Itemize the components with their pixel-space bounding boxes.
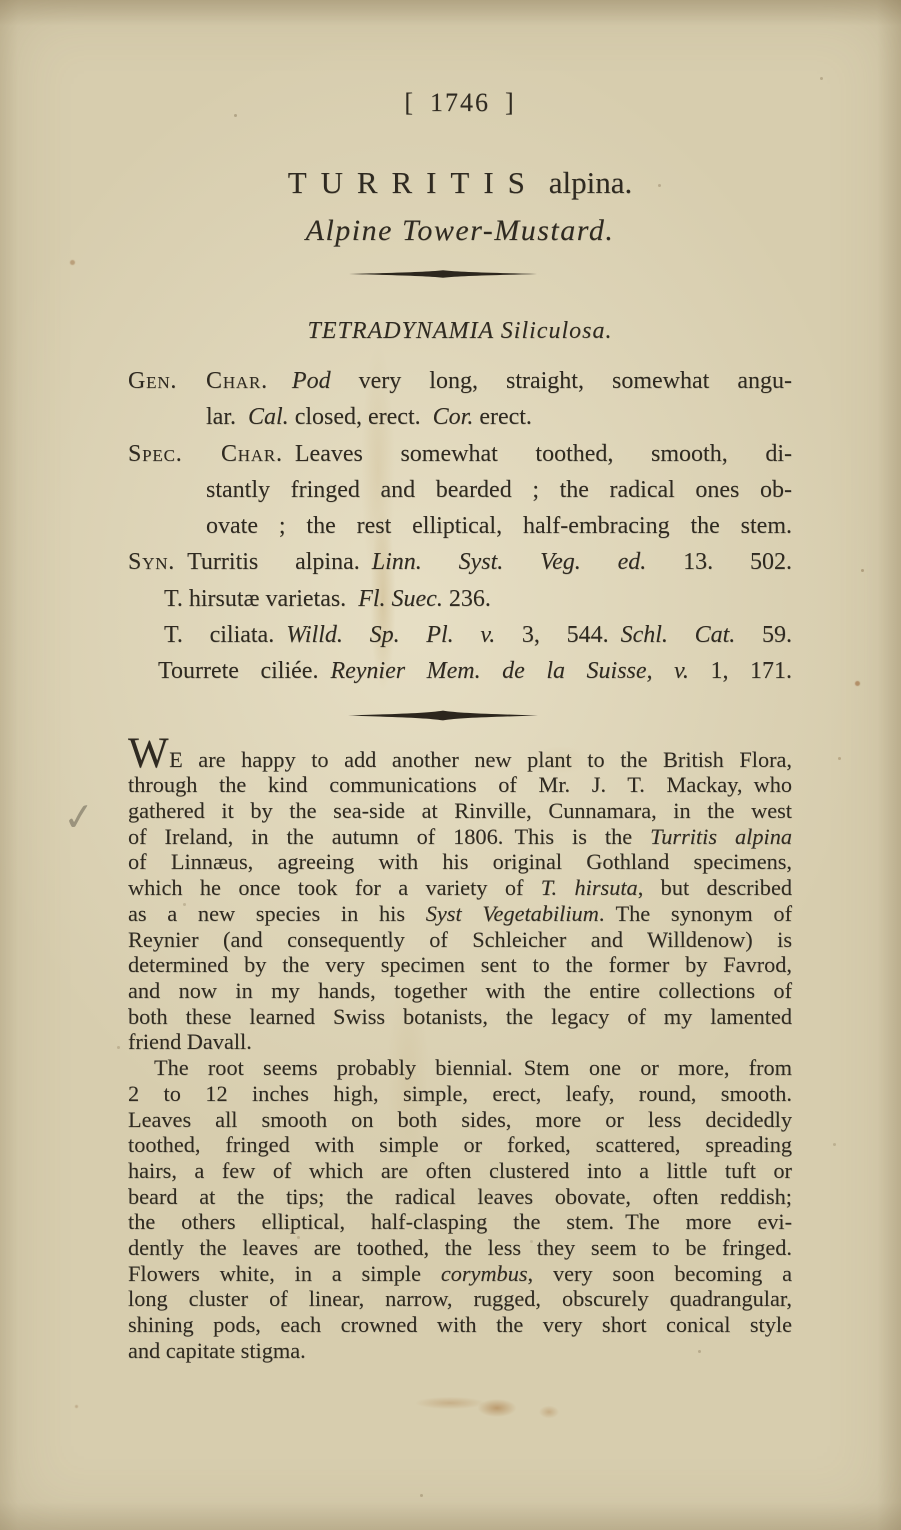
- text-line: [128, 1235, 792, 1261]
- swelled-rule-bottom: [111, 709, 775, 723]
- text-segment: Willd. Sp. Pl. v.: [286, 622, 496, 649]
- text-segment: Reynier Mem. de la Suisse, v.: [330, 658, 689, 685]
- text-line: [128, 1107, 792, 1133]
- pencil-checkmark: ✓: [60, 793, 98, 841]
- species-epithet: alpina.: [548, 165, 633, 200]
- text-segment: Turritis alpina: [650, 823, 792, 849]
- text-segment: toothed, fringed with simple or forked, scattered, spreading: [128, 1132, 792, 1158]
- text-line: [128, 978, 792, 1004]
- text-segment: and now in my hands, together with the entire collections of: [128, 978, 792, 1003]
- species-title: [128, 165, 792, 201]
- common-name: Alpine Tower-Mustard.: [305, 214, 615, 247]
- text-line: [128, 798, 792, 824]
- text-segment: [268, 368, 292, 394]
- text-line: [128, 1261, 792, 1287]
- text-segment: Spec. Char.: [128, 440, 283, 467]
- text-line: [128, 1081, 792, 1107]
- text-segment: T. hirsuta: [540, 875, 638, 901]
- text-segment: Cor.: [432, 404, 474, 431]
- text-line: [128, 824, 792, 850]
- text-segment: gathered it by the sea-side at Rinville, Cunnamara, in the west: [128, 798, 792, 824]
- text-segment: Leaves somewhat toothed, smooth, di-: [282, 440, 793, 467]
- text-segment: of Linnæus, agreeing with his original Gothland specimens,: [128, 849, 792, 875]
- text-segment: T. ciliata.: [164, 622, 287, 649]
- text-segment: W: [128, 729, 170, 777]
- text-segment: Syst Vegetabilium: [425, 900, 599, 926]
- text-segment: and capitate stigma.: [128, 1337, 306, 1363]
- text-line: [128, 472, 792, 508]
- text-segment: Schl. Cat.: [620, 622, 736, 649]
- characters-section: [128, 363, 792, 690]
- text-segment: Turritis alpina.: [175, 549, 372, 576]
- text-segment: determined by the very specimen sent to the former by Favrod,: [128, 952, 792, 978]
- taxonomy-class: TETRADYNAMIA Siliculosa.: [307, 318, 613, 344]
- swelled-rule-icon: [348, 269, 538, 279]
- text-segment: Cal.: [248, 404, 289, 431]
- text-segment: Leaves all smooth on both sides, more or less decidedly: [128, 1106, 792, 1132]
- text-line: [128, 875, 792, 901]
- text-segment: E are happy to add another new plant to the British Flora,: [169, 746, 792, 772]
- text-segment: through the kind communications of Mr. J. T. Mackay, who: [128, 772, 792, 798]
- text-line: [128, 1158, 792, 1184]
- text-segment: T. hirsutæ varietas.: [164, 585, 359, 612]
- text-segment: Flowers white, in a simple: [128, 1260, 441, 1286]
- swelled-rule-top: [111, 269, 775, 281]
- text-segment: corymbus: [440, 1260, 528, 1286]
- text-segment: 13. 502.: [646, 549, 792, 576]
- text-line: [128, 1029, 792, 1055]
- text-segment: hairs, a few of which are often clustered into a little tuft or: [128, 1157, 792, 1183]
- text-segment: Tourrete ciliée.: [158, 658, 331, 685]
- text-line: [128, 363, 792, 399]
- text-segment: the others elliptical, half-clasping the stem. The more evi-: [128, 1209, 792, 1235]
- text-segment: Linn. Syst. Veg. ed.: [371, 549, 647, 576]
- text-line: [128, 1132, 792, 1158]
- text-line: [128, 1312, 792, 1338]
- text-segment: 1, 171.: [688, 658, 793, 685]
- text-line: [128, 581, 792, 617]
- description-text: [128, 729, 792, 1364]
- text-line: [128, 1338, 792, 1364]
- text-line: [128, 1055, 792, 1081]
- text-segment: Syn.: [128, 549, 176, 576]
- text-segment: very long, straight, somewhat angu-: [330, 368, 792, 394]
- text-line: [128, 729, 792, 777]
- text-line: [128, 952, 792, 978]
- text-segment: , but described: [637, 875, 792, 901]
- text-line: [128, 544, 792, 580]
- text-line: [128, 436, 792, 472]
- text-segment: erect.: [473, 404, 532, 431]
- text-line: [128, 617, 792, 653]
- text-segment: dently the leaves are toothed, the less they seem to be fringed.: [128, 1235, 792, 1261]
- text-line: [128, 849, 792, 875]
- text-segment: 59.: [735, 622, 793, 649]
- text-segment: lar.: [206, 404, 248, 431]
- text-segment: . The synonym of: [598, 900, 792, 926]
- text-segment: The root seems probably biennial. Stem one or more, from: [154, 1055, 792, 1081]
- text-line: [128, 1286, 792, 1312]
- text-segment: as a new species in his: [128, 900, 426, 926]
- text-segment: ovate ; the rest elliptical, half-embracing the stem.: [206, 513, 792, 540]
- text-line: [128, 901, 792, 927]
- text-segment: Pod: [291, 368, 331, 394]
- text-segment: beard at the tips; the radical leaves obovate, often reddish;: [128, 1183, 792, 1209]
- text-segment: Fl. Suec.: [358, 585, 443, 612]
- text-segment: closed, erect.: [288, 404, 433, 431]
- swelled-rule-icon: [347, 709, 539, 722]
- text-line: [128, 1004, 792, 1030]
- page-content: [128, 0, 792, 1364]
- text-line: [128, 1209, 792, 1235]
- text-line: [128, 772, 792, 798]
- text-segment: long cluster of linear, narrow, rugged, obscurely quadrangular,: [128, 1286, 792, 1312]
- text-segment: Gen. Char.: [128, 368, 268, 394]
- page-number: [ 1746 ]: [404, 88, 516, 117]
- text-segment: , very soon becoming a: [527, 1260, 792, 1286]
- text-segment: which he once took for a variety of: [128, 875, 541, 901]
- text-segment: 3, 544.: [495, 622, 621, 649]
- text-segment: 236.: [442, 585, 491, 612]
- paper-speckles: [0, 0, 3, 3]
- text-segment: friend Davall.: [128, 1029, 252, 1055]
- text-segment: 2 to 12 inches high, simple, erect, leafy, round, smooth.: [128, 1080, 792, 1106]
- text-segment: shining pods, each crowned with the very short conical style: [128, 1312, 792, 1338]
- text-line: [128, 653, 792, 689]
- text-segment: both these learned Swiss botanists, the legacy of my lamented: [128, 1003, 792, 1029]
- text-line: [128, 1184, 792, 1210]
- text-line: [128, 927, 792, 953]
- text-segment: Reynier (and consequently of Schleicher and Willdenow) is: [128, 926, 792, 952]
- text-line: [128, 508, 792, 544]
- genus-name: TURRITIS: [287, 165, 539, 200]
- text-segment: stantly fringed and bearded ; the radical ones ob-: [206, 476, 792, 503]
- text-segment: of Ireland, in the autumn of 1806. This is the: [128, 823, 651, 849]
- text-line: [128, 399, 792, 435]
